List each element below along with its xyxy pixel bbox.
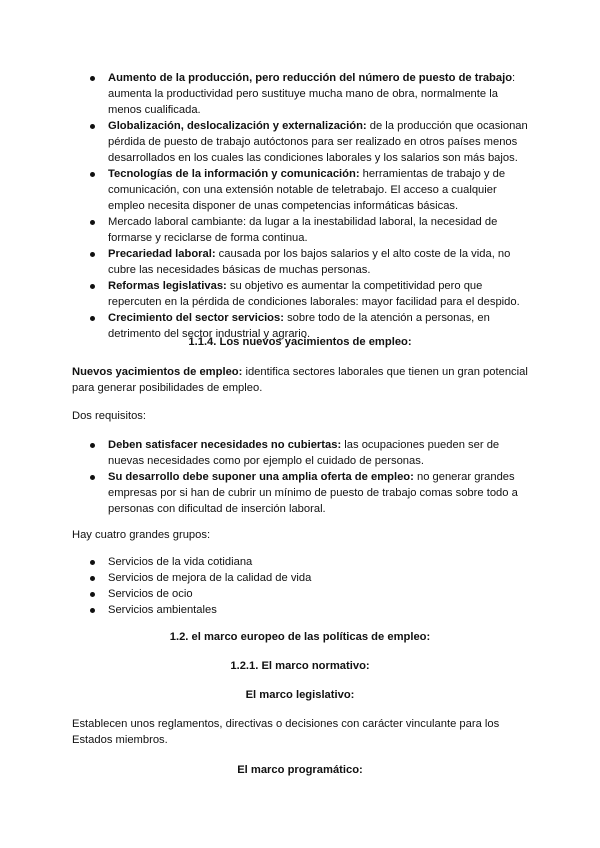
subheading-marco-programatico: El marco programático: bbox=[237, 764, 363, 776]
nuevos-yacimientos-paragraph: Nuevos yacimientos de empleo: identifica sectores laborales que tienen un gran potencial para generar posibilidades de empleo. bbox=[72, 366, 528, 394]
section-heading-1-2-1: 1.2.1. El marco normativo: bbox=[230, 660, 370, 672]
list-item: Precariedad laboral: causada por los bajos salarios y el alto coste de la vida, no cubre las necesidades básicas de muchas personas. bbox=[86, 246, 532, 278]
list-item: Servicios de mejora de la calidad de vida bbox=[86, 570, 532, 586]
list-item: Su desarrollo debe suponer una amplia oferta de empleo: no generar grandes empresas por si han de cubrir un mínimo de puesto de trabajo comas sobre todo a personas con dificultad de inserción laboral. bbox=[86, 469, 532, 517]
list-item: Tecnologías de la información y comunicación: herramientas de trabajo y de comunicación, con una extensión notable de teletrabajo. El acceso a cualquier empleo necesita disponer de unas competencias informáticas básicas. bbox=[86, 166, 532, 214]
list-item: Servicios ambientales bbox=[86, 602, 532, 618]
list-item: Aumento de la producción, pero reducción del número de puesto de trabajo: aumenta la productividad pero sustituye mucha mano de obra, normalmente la menos cualificada. bbox=[86, 70, 532, 118]
cuatro-grupos-text: Hay cuatro grandes grupos: bbox=[72, 529, 211, 541]
dos-requisitos-text: Dos requisitos: bbox=[72, 410, 146, 422]
list-item: Servicios de ocio bbox=[86, 586, 532, 602]
requisitos-list bbox=[86, 437, 532, 517]
section-heading-1-2: 1.2. el marco europeo de las políticas de empleo: bbox=[169, 631, 431, 643]
list-item: Globalización, deslocalización y externalización: de la producción que ocasionan pérdida de puesto de trabajo autóctonos para ser realizado en otros países menos desarrollados en los cuales las condiciones laborales y los salarios son más bajos. bbox=[86, 118, 532, 166]
section-heading-1-1-4: 1.1.4. Los nuevos yacimientos de empleo: bbox=[188, 336, 412, 348]
legislativo-paragraph: Establecen unos reglamentos, directivas o decisiones con carácter vinculante para los Estados miembros. bbox=[72, 718, 500, 746]
subheading-marco-legislativo: El marco legislativo: bbox=[245, 689, 355, 701]
grupos-list bbox=[86, 554, 532, 618]
list-item: Servicios de la vida cotidiana bbox=[86, 554, 532, 570]
list-item: Deben satisfacer necesidades no cubiertas: las ocupaciones pueden ser de nuevas necesidades como por ejemplo el cuidado de personas. bbox=[86, 437, 532, 469]
list-item: Crecimiento del sector servicios: sobre todo de la atención a personas, en detrimento del sector industrial y agrario. bbox=[86, 310, 532, 342]
trends-list bbox=[86, 70, 532, 342]
list-item: Mercado laboral cambiante: da lugar a la inestabilidad laboral, la necesidad de formarse y reciclarse de forma continua. bbox=[86, 214, 532, 246]
list-item: Reformas legislativas: su objetivo es aumentar la competitividad pero que repercuten en la pérdida de condiciones laborales: mayor facilidad para el despido. bbox=[86, 278, 532, 310]
